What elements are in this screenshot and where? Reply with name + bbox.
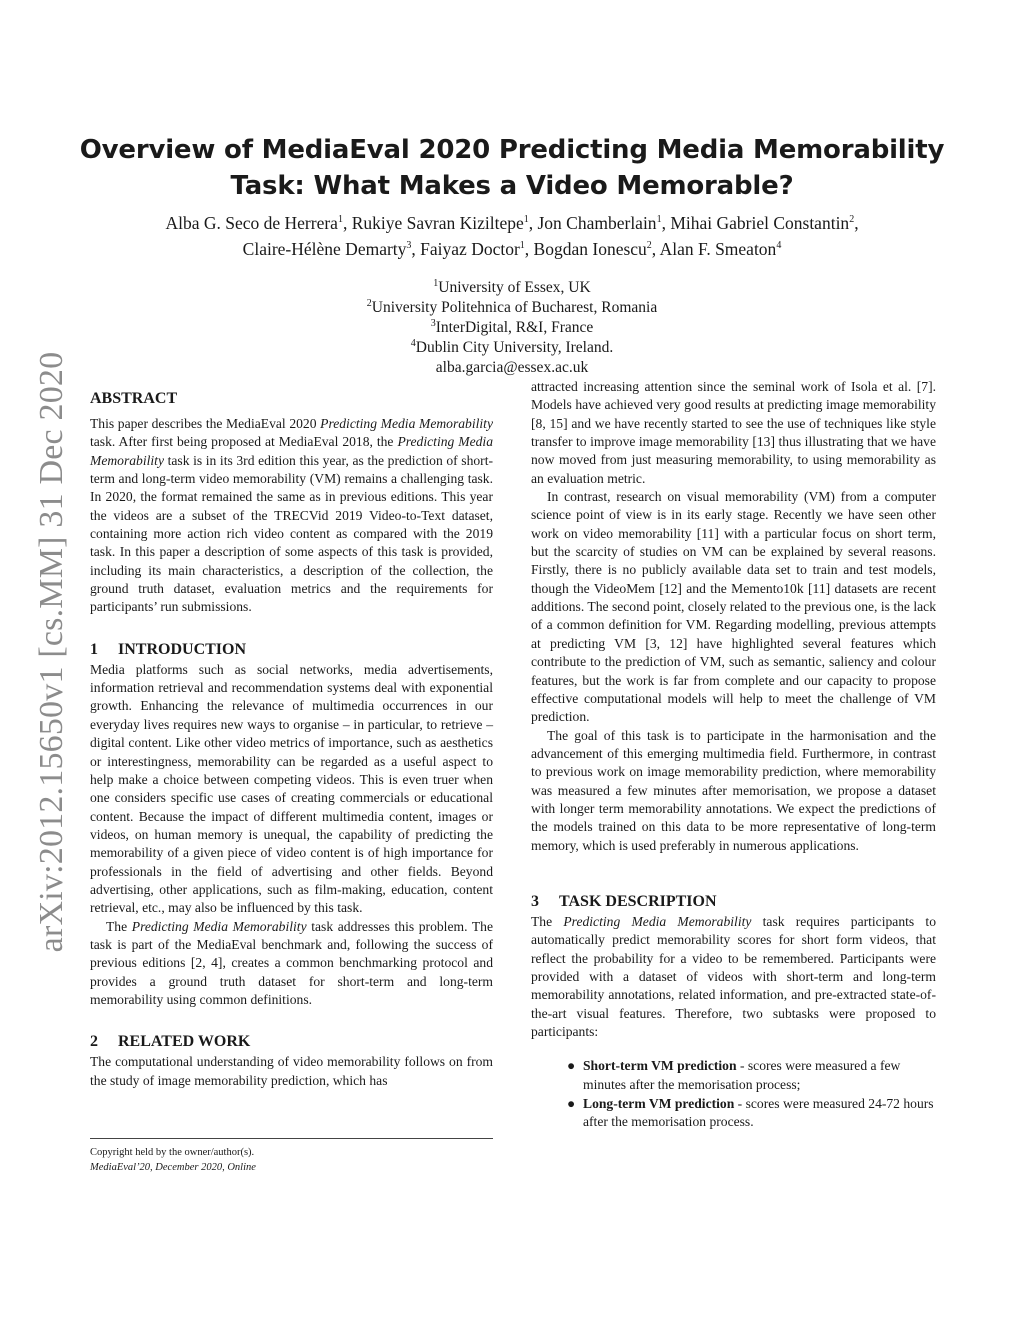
paragraph-text: task requires participants to automatically predict memorability scores for short form videos, that reflect the probability for a video to be remembered. Participants were provided with a dataset of videos with short-term and long-term memorability annotations, related information, and pre-extracted state-of-the-art visual features. Therefore, two subtasks were proposed to participants:: [531, 913, 936, 1039]
affiliation-text: Dublin City University, Ireland.: [415, 339, 614, 356]
copyright-notice: Copyright held by the owner/author(s).: [90, 1147, 255, 1158]
author-name: Alba G. Seco de Herrera: [165, 213, 338, 233]
section-number: 2: [90, 1033, 98, 1051]
list-item: [567, 1057, 936, 1094]
task-name: Predicting Media Memorability: [320, 416, 493, 431]
affiliation: [212, 278, 812, 298]
author-separator: ,: [651, 239, 660, 259]
affiliation-number: 2: [366, 297, 372, 309]
related-work-paragraph: In contrast, research on visual memorability (VM) from a computer science point of view is in its early stage. Recently we have seen other work on video memorability [11] with a particular focus on short term, but the scarcity of studies on VM can be explained by several reasons. Firstly, there is no publicly available data set to train and test models, though the VideoMem [12] and the Memento10k [11] datasets are recent additions. The second point, closely related to the previous one, is the lack of a common definition for VM. Regarding modelling, previous attempts at predicting VM [3, 12] have highlighted several features which contribute to the prediction of VM, such as semantic, saliency and colour features, but the work is far from complete and our capacity to propose effective computational models will help to meet the challenge of VM prediction.: [531, 489, 936, 725]
section-number: 1: [90, 640, 98, 658]
abstract-text: [90, 415, 493, 617]
task-description-paragraph: [531, 913, 936, 1041]
author-list: [60, 210, 964, 262]
abstract-heading: ABSTRACT: [90, 390, 178, 407]
author-affiliation-mark: 2: [849, 214, 855, 226]
title-line-1: Overview of MediaEval 2020 Predicting Media Memorability: [79, 135, 945, 165]
affiliation-number: 4: [410, 337, 416, 349]
author-separator: ,: [854, 213, 859, 233]
author-affiliation-mark: 1: [523, 214, 529, 226]
section-heading-introduction: [90, 639, 493, 661]
affiliation: [212, 318, 812, 338]
contact-email[interactable]: alba.garcia@essex.ac.uk: [435, 359, 589, 376]
section-heading-related-work: [90, 1031, 493, 1053]
paragraph-text: The: [531, 913, 564, 929]
author-affiliation-mark: 3: [406, 240, 412, 252]
introduction-paragraph: [90, 918, 493, 1010]
paragraph-text: task addresses this problem. The task is part of the MediaEval benchmark and, following the success of previous editions [2, 4], creates a common benchmarking protocol and provides a ground truth dataset for short-term and long-term memorability using common definitions.: [90, 918, 493, 1007]
section-title: TASK DESCRIPTION: [559, 892, 717, 910]
related-work-paragraph: attracted increasing attention since the seminal work of Isola et al. [7]. Models have achieved very good results at predicting image memorability [8, 15] and we have recently started to see the use of techniques like style transfer to improve image memorability [13] thus illustrating that we have now moved from just measuring memorability, to using memorability as an evaluation metric.: [531, 379, 936, 486]
arxiv-stamp: arXiv:2012.15650v1 [cs.MM] 31 Dec 2020: [33, 351, 70, 953]
affiliation-text: InterDigital, R&I, France: [435, 319, 594, 336]
bullet-icon: ●: [567, 1058, 576, 1074]
author-name: Mihai Gabriel Constantin: [670, 213, 850, 233]
affiliation-number: 3: [430, 317, 436, 329]
bullet-icon: ●: [567, 1096, 576, 1112]
author-affiliation-mark: 2: [646, 240, 652, 252]
venue-notice: MediaEval’20, December 2020, Online: [90, 1162, 256, 1173]
subtask-description: - scores were measured a few minutes after the memorisation process;: [583, 1058, 901, 1092]
author-affiliation-mark: 1: [519, 240, 525, 252]
author-name: Claire-Hélène Demarty: [242, 239, 407, 259]
task-name: Predicting Media Memorability: [90, 434, 494, 468]
affiliation-text: University Politehnica of Bucharest, Romania: [371, 299, 658, 316]
author-name: Bogdan Ionescu: [533, 239, 647, 259]
author-separator: ,: [528, 213, 538, 233]
author-separator: ,: [661, 213, 671, 233]
section-title: RELATED WORK: [118, 1033, 251, 1051]
related-work-paragraph: The computational understanding of video memorability follows on from the study of image memorability prediction, which has: [90, 1054, 493, 1088]
task-name: Predicting Media Memorability: [131, 918, 307, 934]
author-separator: ,: [411, 239, 421, 259]
related-work-paragraph: The goal of this task is to participate in the harmonisation and the advancement of this emerging multimedia field. Furthermore, in contrast to previous work on image memorability prediction, where memorability was measured a few minutes after memorisation, we propose a dataset with longer term memorability annotations. We expect the predictions of the models trained on this data to be more representative of long-term memory, which is used preferably in numerous applications.: [531, 727, 936, 853]
author-affiliation-mark: 1: [656, 214, 662, 226]
footnote: [90, 1138, 493, 1175]
author-line-1: [60, 210, 964, 236]
author-name: Alan F. Smeaton: [659, 239, 777, 259]
author-line-2: [60, 236, 964, 262]
author-name: Jon Chamberlain: [537, 213, 657, 233]
subtask-list: [531, 1057, 936, 1131]
author-separator: ,: [524, 239, 534, 259]
author-separator: ,: [342, 213, 352, 233]
subtask-description: - scores were measured 24-72 hours after the memorisation process.: [583, 1096, 934, 1130]
author-name: Rukiye Savran Kiziltepe: [351, 213, 524, 233]
author-name: Faiyaz Doctor: [420, 239, 520, 259]
page-title: [60, 132, 964, 204]
task-name: Predicting Media Memorability: [563, 913, 752, 929]
abstract-text-part: This paper describes the MediaEval 2020: [90, 416, 321, 431]
introduction-paragraph: Media platforms such as social networks, media advertisements, information retrieval and recommendation systems deal with exponential growth. Enhancing the relevance of multimedia occurrences in our everyday lives requires new ways to organise – in particular, to retrieve – digital content. Like other video metrics of importance, such as aesthetics or interestingness, memorability can be regarded as a useful aspect to help make a choice between competing videos. This is even truer when one considers specific use cases of creating commercials or educational content. Because the impact of different multimedia content, images or videos, on human memory is unequal, the capability of predicting the memorability of a given piece of video content is of high importance for professionals in the field of advertising and other fields. Beyond advertising, other applications, such as film-making, education, content retrieval, etc., may also be influenced by this task.: [90, 661, 493, 916]
subtask-name: Long-term VM prediction: [583, 1096, 735, 1112]
affiliation: [212, 338, 812, 358]
author-affiliation-mark: 4: [776, 240, 782, 252]
affiliation-list: [212, 278, 812, 378]
title-line-2: Task: What Makes a Video Memorable?: [230, 171, 794, 201]
right-column: [531, 378, 936, 1133]
paragraph-text: The: [106, 918, 132, 934]
left-column: [90, 388, 493, 1090]
section-number: 3: [531, 892, 539, 910]
subtask-name: Short-term VM prediction: [583, 1058, 737, 1074]
affiliation: [212, 298, 812, 318]
affiliation-text: University of Essex, UK: [438, 279, 591, 296]
section-title: INTRODUCTION: [118, 640, 247, 658]
section-heading-task-description: [531, 891, 936, 913]
abstract-text-part: task. After first being proposed at MediaEval 2018, the: [90, 434, 398, 450]
affiliation-number: 1: [433, 277, 439, 289]
author-affiliation-mark: 1: [337, 214, 343, 226]
list-item: [567, 1095, 936, 1132]
abstract-text-part: task is in its 3rd edition this year, as the prediction of short-term and long-term video memorability (VM) remains a challenging task. In 2020, the format remained the same as in previous editions. This year the videos are a subset of the TRECVid 2019 Video-to-Text dataset, containing more action rich video content as compared with the 2019 task. In this paper a description of some aspects of this task is provided, including its main characteristics, a description of the collection, the ground truth dataset, evaluation metrics and the requirements for participants’ run submissions.: [90, 452, 493, 615]
